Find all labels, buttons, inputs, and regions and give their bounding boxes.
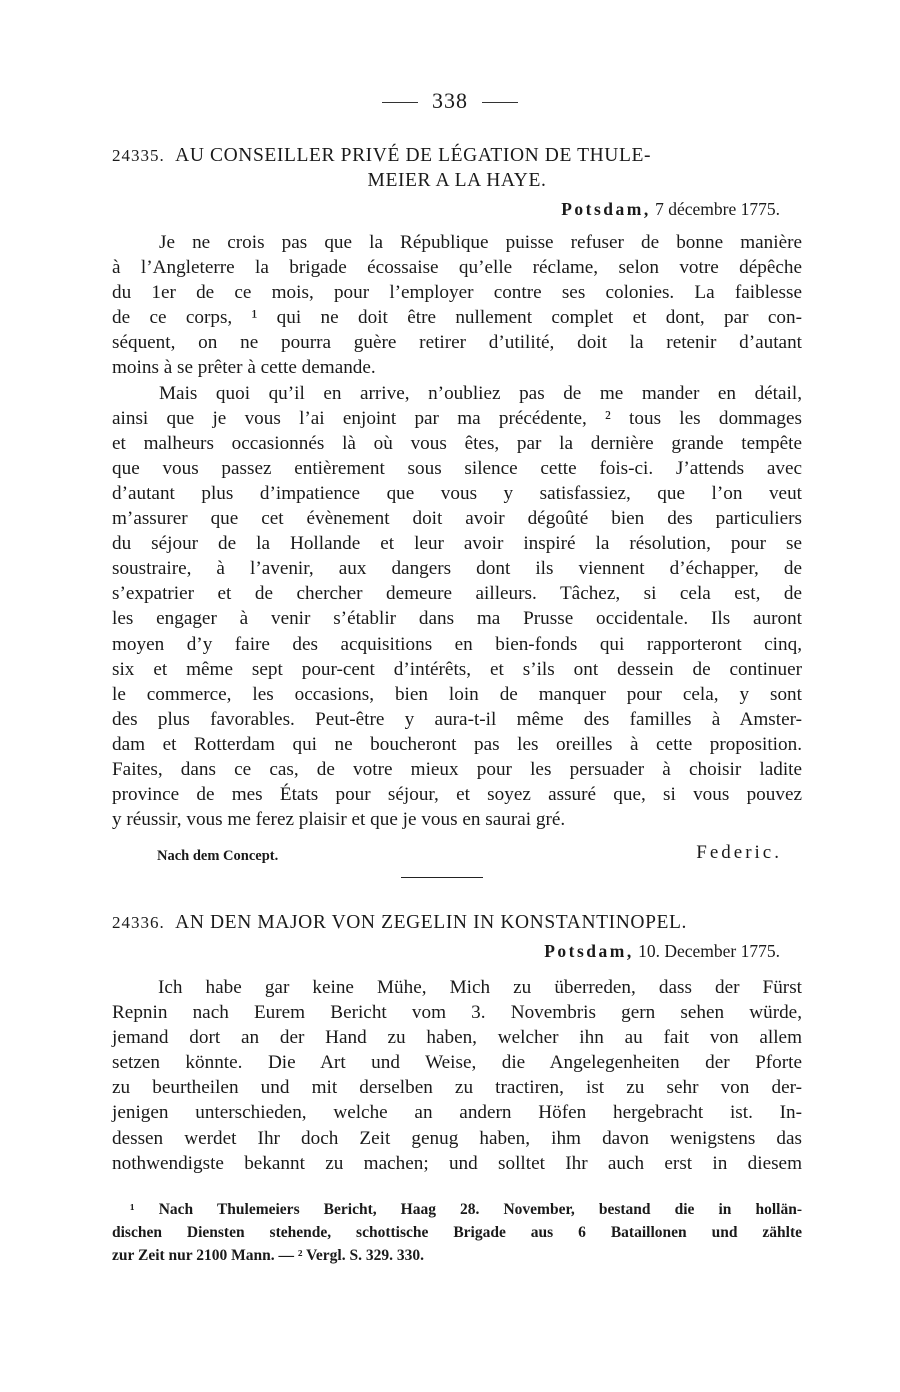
body-line: que vous passez entièrement sous silence cette fois-ci. J’attends avec xyxy=(112,457,802,479)
body-line: jenigen unterschieden, welche an andern Höfen hergebracht ist. In- xyxy=(112,1102,802,1124)
letter-place: Potsdam, xyxy=(544,941,634,961)
body-line: soustraire, à l’avenir, aux dangers dont ils viennent d’échapper, de xyxy=(112,558,802,580)
body-line: le commerce, les occasions, bien loin de manquer pour cela, y sont xyxy=(112,683,802,705)
letter-number: 24335. xyxy=(112,146,165,165)
body-line: dessen werdet Ihr doch Zeit genug haben, ihm davon wenigstens das xyxy=(112,1127,802,1149)
body-line: Faites, dans ce cas, de votre mieux pour les persuader à choisir ladite xyxy=(112,758,802,780)
letter-date: 10. December 1775. xyxy=(638,941,780,961)
letter-body-24335 xyxy=(112,230,802,832)
letter-body-24336 xyxy=(112,975,802,1176)
body-line: Ich habe gar keine Mühe, Mich zu überreden, dass der Fürst xyxy=(158,977,802,998)
body-line: dam et Rotterdam qui ne boucheront pas les oreilles à cette proposition. xyxy=(112,733,802,755)
letter-number: 24336. xyxy=(112,913,165,932)
body-line: les engager à venir s’établir dans ma Prusse occidentale. Ils auront xyxy=(112,608,802,630)
page-number-dash-left xyxy=(382,102,418,103)
body-line: setzen könnte. Die Art und Weise, die Angelegenheiten der Pforte xyxy=(112,1052,802,1074)
body-line: province de mes États pour séjour, et soyez assuré que, si vous pouvez xyxy=(112,784,802,806)
letter-place: Potsdam, xyxy=(561,199,651,219)
body-line: moins à se prêter à cette demande. xyxy=(112,357,376,379)
body-line: d’autant plus d’impatience que vous y satisfassiez, que l’on veut xyxy=(112,482,802,504)
body-line: s’expatrier et de chercher demeure ailleurs. Tâchez, si cela est, de xyxy=(112,583,802,605)
signature: Federic. xyxy=(696,842,782,863)
body-line: à l’Angleterre la brigade écossaise qu’elle réclame, selon votre dépêche xyxy=(112,257,802,279)
section-divider xyxy=(401,877,483,878)
source-note: Nach dem Concept. xyxy=(157,848,279,864)
letter-dateline-24336 xyxy=(544,941,780,962)
body-line: du 1er de ce mois, pour l’employer contre ses colonies. La faiblesse xyxy=(112,282,802,304)
body-line: Mais quoi qu’il en arrive, n’oubliez pas de me mander en détail, xyxy=(159,382,802,404)
footnote-line: ¹ Nach Thulemeiers Bericht, Haag 28. November, bestand die in hollän- xyxy=(130,1201,802,1218)
body-line: et malheurs occasionnés là où vous êtes, par la dernière grande tempête xyxy=(112,432,802,454)
body-line: zu beurtheilen und mit derselben zu tractiren, ist zu sehr von der- xyxy=(112,1077,802,1099)
letter-heading-line1: AU CONSEILLER PRIVÉ DE LÉGATION DE THULE- xyxy=(175,145,652,166)
letter-heading-24336 xyxy=(112,910,802,935)
body-line: ainsi que je vous l’ai enjoint par ma précédente, ² tous les dommages xyxy=(112,407,802,429)
footnotes xyxy=(112,1198,802,1267)
body-line: nothwendigste bekannt zu machen; und solltet Ihr auch erst in diesem xyxy=(112,1152,802,1174)
letter-heading-line1: AN DEN MAJOR VON ZEGELIN IN KONSTANTINOPEL. xyxy=(175,912,688,933)
body-line: du séjour de la Hollande et leur avoir inspiré la résolution, pour se xyxy=(112,533,802,555)
body-line: de ce corps, ¹ qui ne doit être nullement complet et dont, par con- xyxy=(112,307,802,329)
body-line: séquent, on ne pourra guère retirer d’utilité, doit la retenir d’autant xyxy=(112,332,802,354)
body-line: Je ne crois pas que la République puisse refuser de bonne manière xyxy=(159,232,802,253)
letter-date: 7 décembre 1775. xyxy=(655,199,780,219)
body-line: jemand dort an der Hand zu haben, welcher ihn au fait von allem xyxy=(112,1027,802,1049)
letter-heading-24335 xyxy=(112,143,802,193)
page-number-text: 338 xyxy=(432,88,468,113)
body-line: Repnin nach Eurem Bericht vom 3. Novembris gern sehen würde, xyxy=(112,1002,802,1024)
body-line: des plus favorables. Peut-être y aura-t-il même des familles à Amster- xyxy=(112,708,802,730)
page-number-dash-right xyxy=(482,102,518,103)
letter-dateline-24335 xyxy=(561,199,780,220)
letter-heading-line2: MEIER A LA HAYE. xyxy=(367,170,547,191)
body-line: moyen d’y faire des acquisitions en bien-fonds qui rapporteront cinq, xyxy=(112,633,802,655)
footnote-line: zur Zeit nur 2100 Mann. — ² Vergl. S. 329. 330. xyxy=(112,1247,424,1264)
body-line: six et même sept pour-cent d’intérêts, et s’ils ont dessein de continuer xyxy=(112,658,802,680)
page-number xyxy=(0,88,900,114)
footnote-line: dischen Diensten stehende, schottische Brigade aus 6 Bataillonen und zählte xyxy=(112,1224,802,1241)
body-line: y réussir, vous me ferez plaisir et que je vous en saurai gré. xyxy=(112,809,566,831)
body-line: m’assurer que cet évènement doit avoir dégoûté bien des particuliers xyxy=(112,508,802,530)
